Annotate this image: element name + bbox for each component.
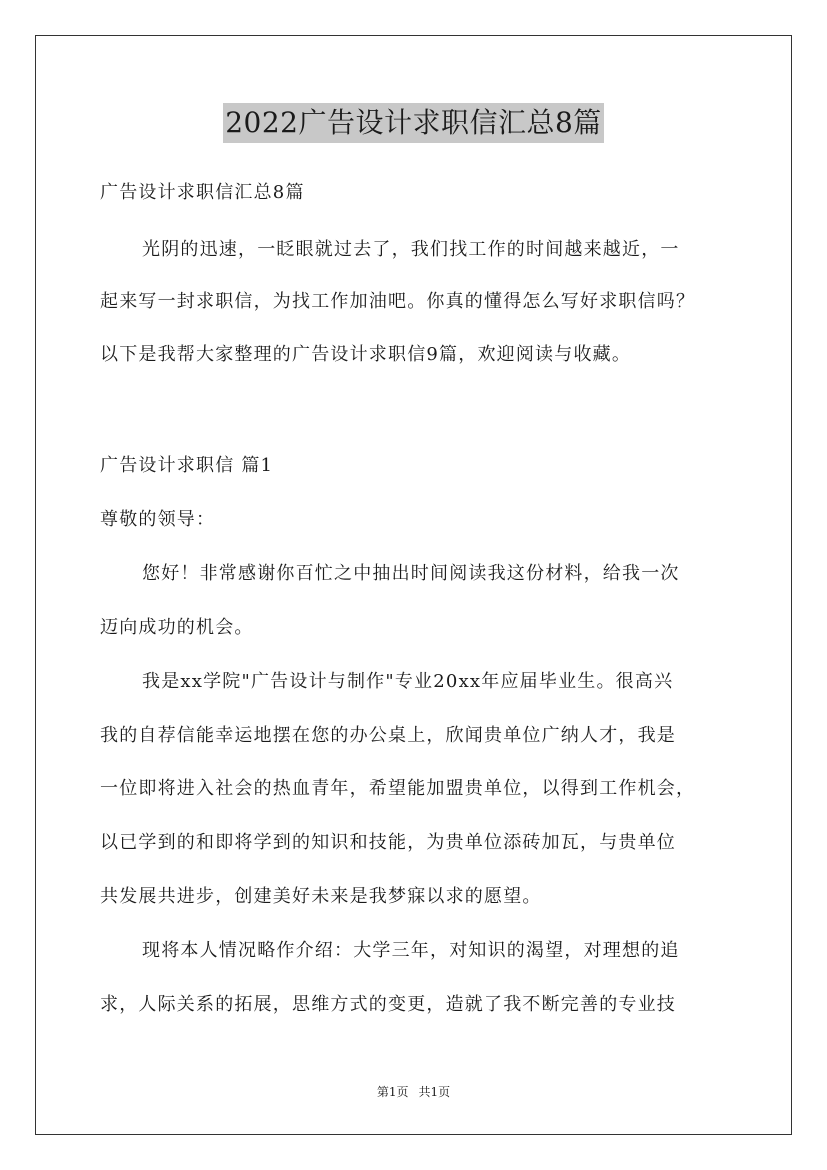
salutation: 尊敬的领导： [100, 509, 216, 530]
document-subtitle: 广告设计求职信汇总8篇 [100, 182, 305, 203]
para1-line-1: 您好！非常感谢你百忙之中抽出时间阅读我这份材料，给我一次 [142, 563, 680, 584]
para3-line-1: 现将本人情况略作介绍：大学三年，对知识的渴望，对理想的追 [142, 940, 680, 961]
para2-line-5: 共发展共进步，创建美好未来是我梦寐以求的愿望。 [100, 886, 542, 907]
page-footer [0, 1084, 827, 1100]
document-title: 2022广告设计求职信汇总8篇 [223, 103, 604, 143]
intro-line-2: 起来写一封求职信，为找工作加油吧。你真的懂得怎么写好求职信吗？ [100, 291, 696, 312]
intro-line-3: 以下是我帮大家整理的广告设计求职信9篇，欢迎阅读与收藏。 [100, 344, 632, 365]
para1-line-2: 迈向成功的机会。 [100, 617, 254, 638]
section-heading: 广告设计求职信 篇1 [100, 455, 274, 476]
page-total: 共1页 [418, 1085, 451, 1099]
para2-line-1: 我是xx学院"广告设计与制作"专业20xx年应届毕业生。很高兴 [142, 671, 674, 692]
para2-line-4: 以已学到的和即将学到的知识和技能，为贵单位添砖加瓦，与贵单位 [100, 832, 676, 853]
para2-line-2: 我的自荐信能幸运地摆在您的办公桌上，欣闻贵单位广纳人才，我是 [100, 725, 676, 746]
para2-line-3: 一位即将进入社会的热血青年，希望能加盟贵单位，以得到工作机会， [100, 778, 696, 799]
para3-line-2: 求，人际关系的拓展，思维方式的变更，造就了我不断完善的专业技 [100, 994, 676, 1015]
page-number: 第1页 [376, 1085, 409, 1099]
intro-line-1: 光阴的迅速，一眨眼就过去了，我们找工作的时间越来越近，一 [142, 239, 680, 260]
title-container [0, 103, 827, 143]
